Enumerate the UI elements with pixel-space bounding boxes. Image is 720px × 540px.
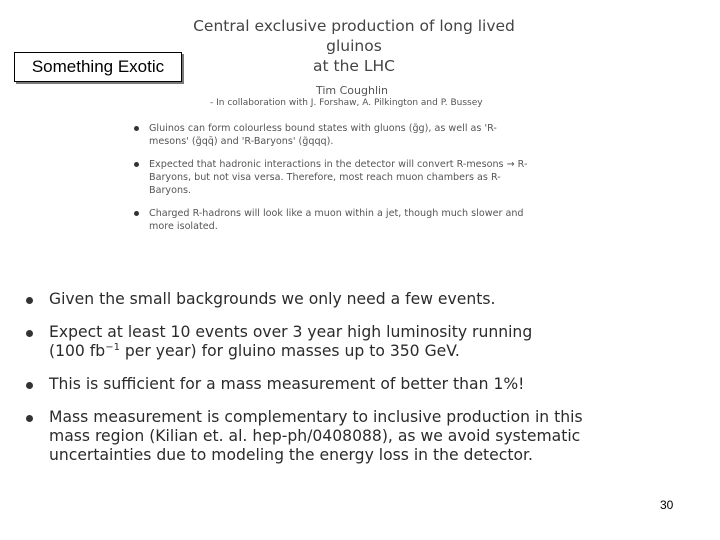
paper-title-line-1: Central exclusive production of long lived gluinos [193, 17, 515, 55]
luminosity-exponent: −1 [105, 341, 120, 353]
bullet-text: Given the small backgrounds we only need a few events. [49, 290, 496, 308]
paper-bullet-list [134, 122, 534, 243]
bullet-text-line-2-start: (100 fb [49, 342, 106, 360]
slide-bullet-complementary [26, 408, 646, 465]
paper-author: Tim Coughlin [315, 84, 389, 97]
bullet-text: This is sufficient for a mass measurement of better than 1%! [49, 375, 525, 393]
bullet-text-line-1: Mass measurement is complementary to inclusive production in this [49, 408, 583, 426]
paper-bullet: Gluinos can form colourless bound states with gluons (g̃g), as well as 'R-mesons' (g̃qq̄) and 'R-Baryons' (g̃qqq). [134, 122, 534, 148]
section-label: Something Exotic [14, 52, 182, 82]
bullet-text-line-2: mass region (Kilian et. al. hep-ph/0408088), as we avoid systematic [49, 427, 581, 445]
paper-bullet: Expected that hadronic interactions in the detector will convert R-mesons → R-Baryons, but not visa versa. Therefore, most reach muon chambers as R-Baryons. [134, 158, 534, 197]
bullet-text-line-2-end: per year) for gluino masses up to 350 GeV. [119, 342, 460, 360]
slide-bullet-events [26, 323, 646, 361]
paper-collaboration: - In collaboration with J. Forshaw, A. Pilkington and P. Bussey [210, 98, 483, 108]
paper-title [178, 16, 530, 76]
slide-bullet-list [26, 290, 646, 479]
paper-bullet: Charged R-hadrons will look like a muon within a jet, though much slower and more isolated. [134, 207, 534, 233]
bullet-text-line-3: uncertainties due to modeling the energy loss in the detector. [49, 446, 533, 464]
paper-title-line-2: at the LHC [313, 57, 395, 75]
bullet-text-line-1: Expect at least 10 events over 3 year high luminosity running [49, 323, 533, 341]
page-number: 30 [660, 498, 674, 512]
slide-bullet-mass-measurement [26, 375, 646, 394]
slide-bullet-backgrounds [26, 290, 646, 309]
